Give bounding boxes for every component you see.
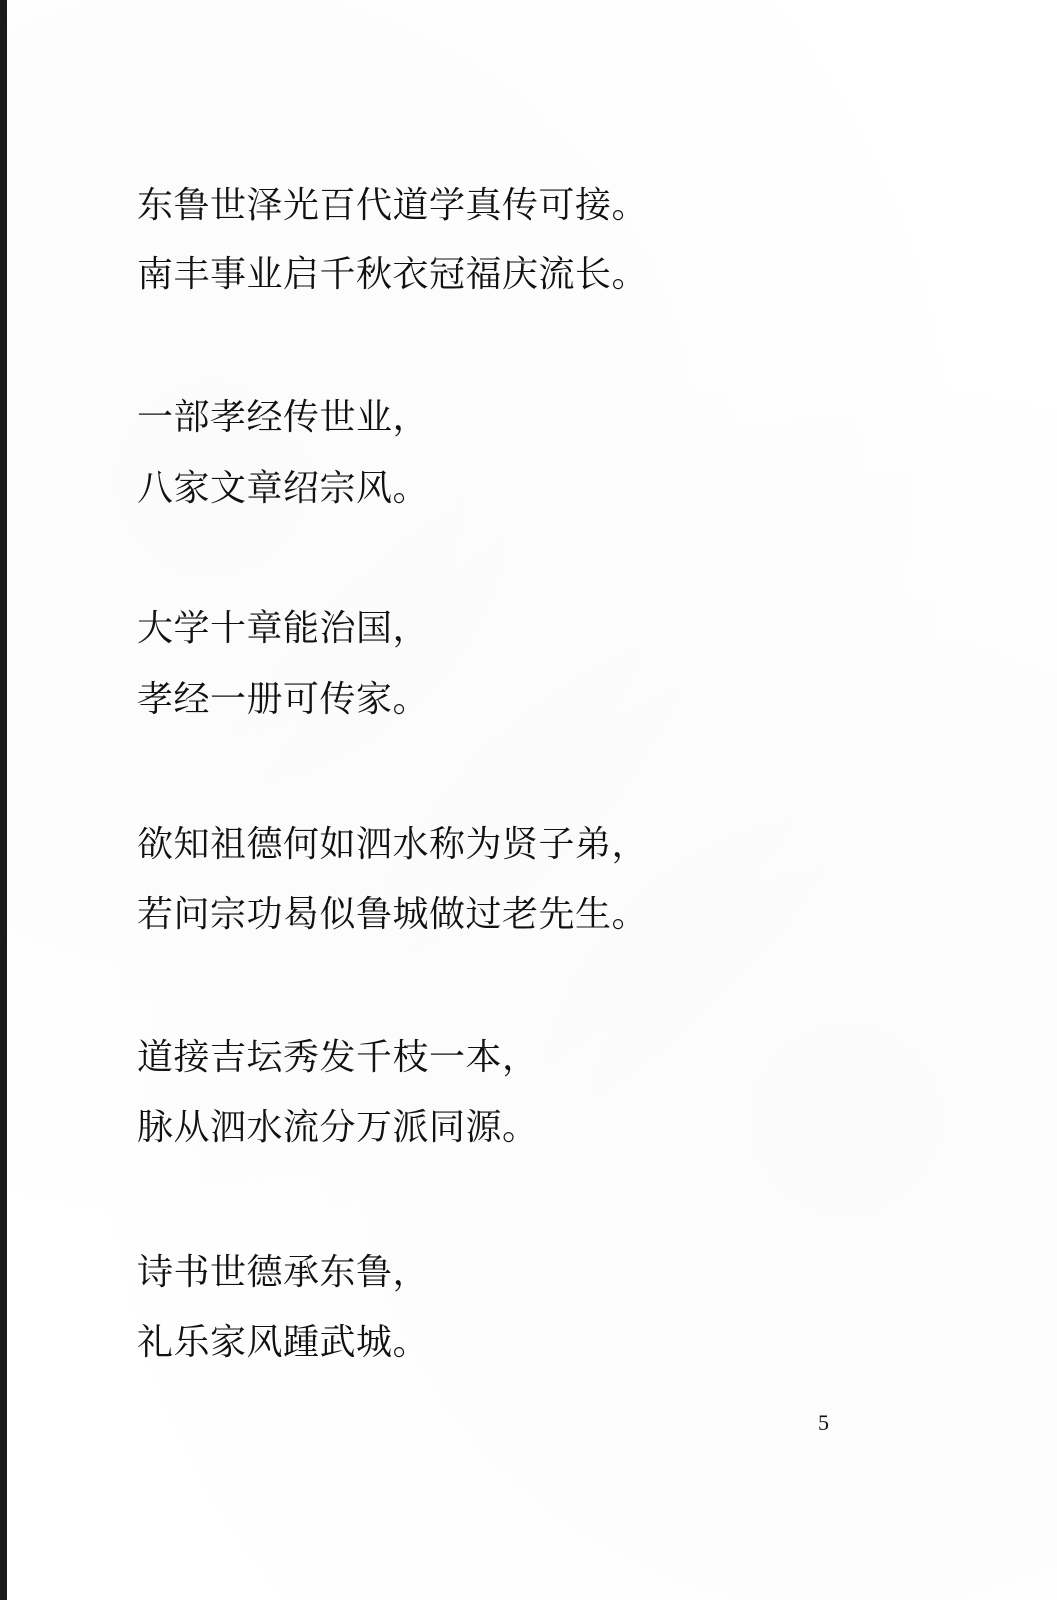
couplet-3-second-line: 孝经一册可传家。 <box>137 679 430 720</box>
couplet-5-first-line: 道接吉坛秀发千枝一本， <box>137 1037 539 1078</box>
couplet-4-second-line: 若问宗功曷似鲁城做过老先生。 <box>137 894 649 935</box>
page-number: 5 <box>818 1410 829 1435</box>
couplet-6-second-line: 礼乐家风踵武城。 <box>137 1322 430 1363</box>
couplet-2-first-line: 一部孝经传世业， <box>137 397 430 438</box>
couplet-1-first-line: 东鲁世泽光百代道学真传可接。 <box>137 185 649 226</box>
couplet-4-first-line: 欲知祖德何如泗水称为贤子弟， <box>137 824 649 865</box>
couplet-5-second-line: 脉从泗水流分万派同源。 <box>137 1107 539 1148</box>
couplet-1-second-line: 南丰事业启千秋衣冠福庆流长。 <box>137 254 649 295</box>
couplet-3-first-line: 大学十章能治国， <box>137 608 430 649</box>
couplet-6-first-line: 诗书世德承东鲁， <box>137 1252 430 1293</box>
scan-edge <box>0 0 7 1600</box>
couplet-2-second-line: 八家文章绍宗风。 <box>137 468 430 509</box>
